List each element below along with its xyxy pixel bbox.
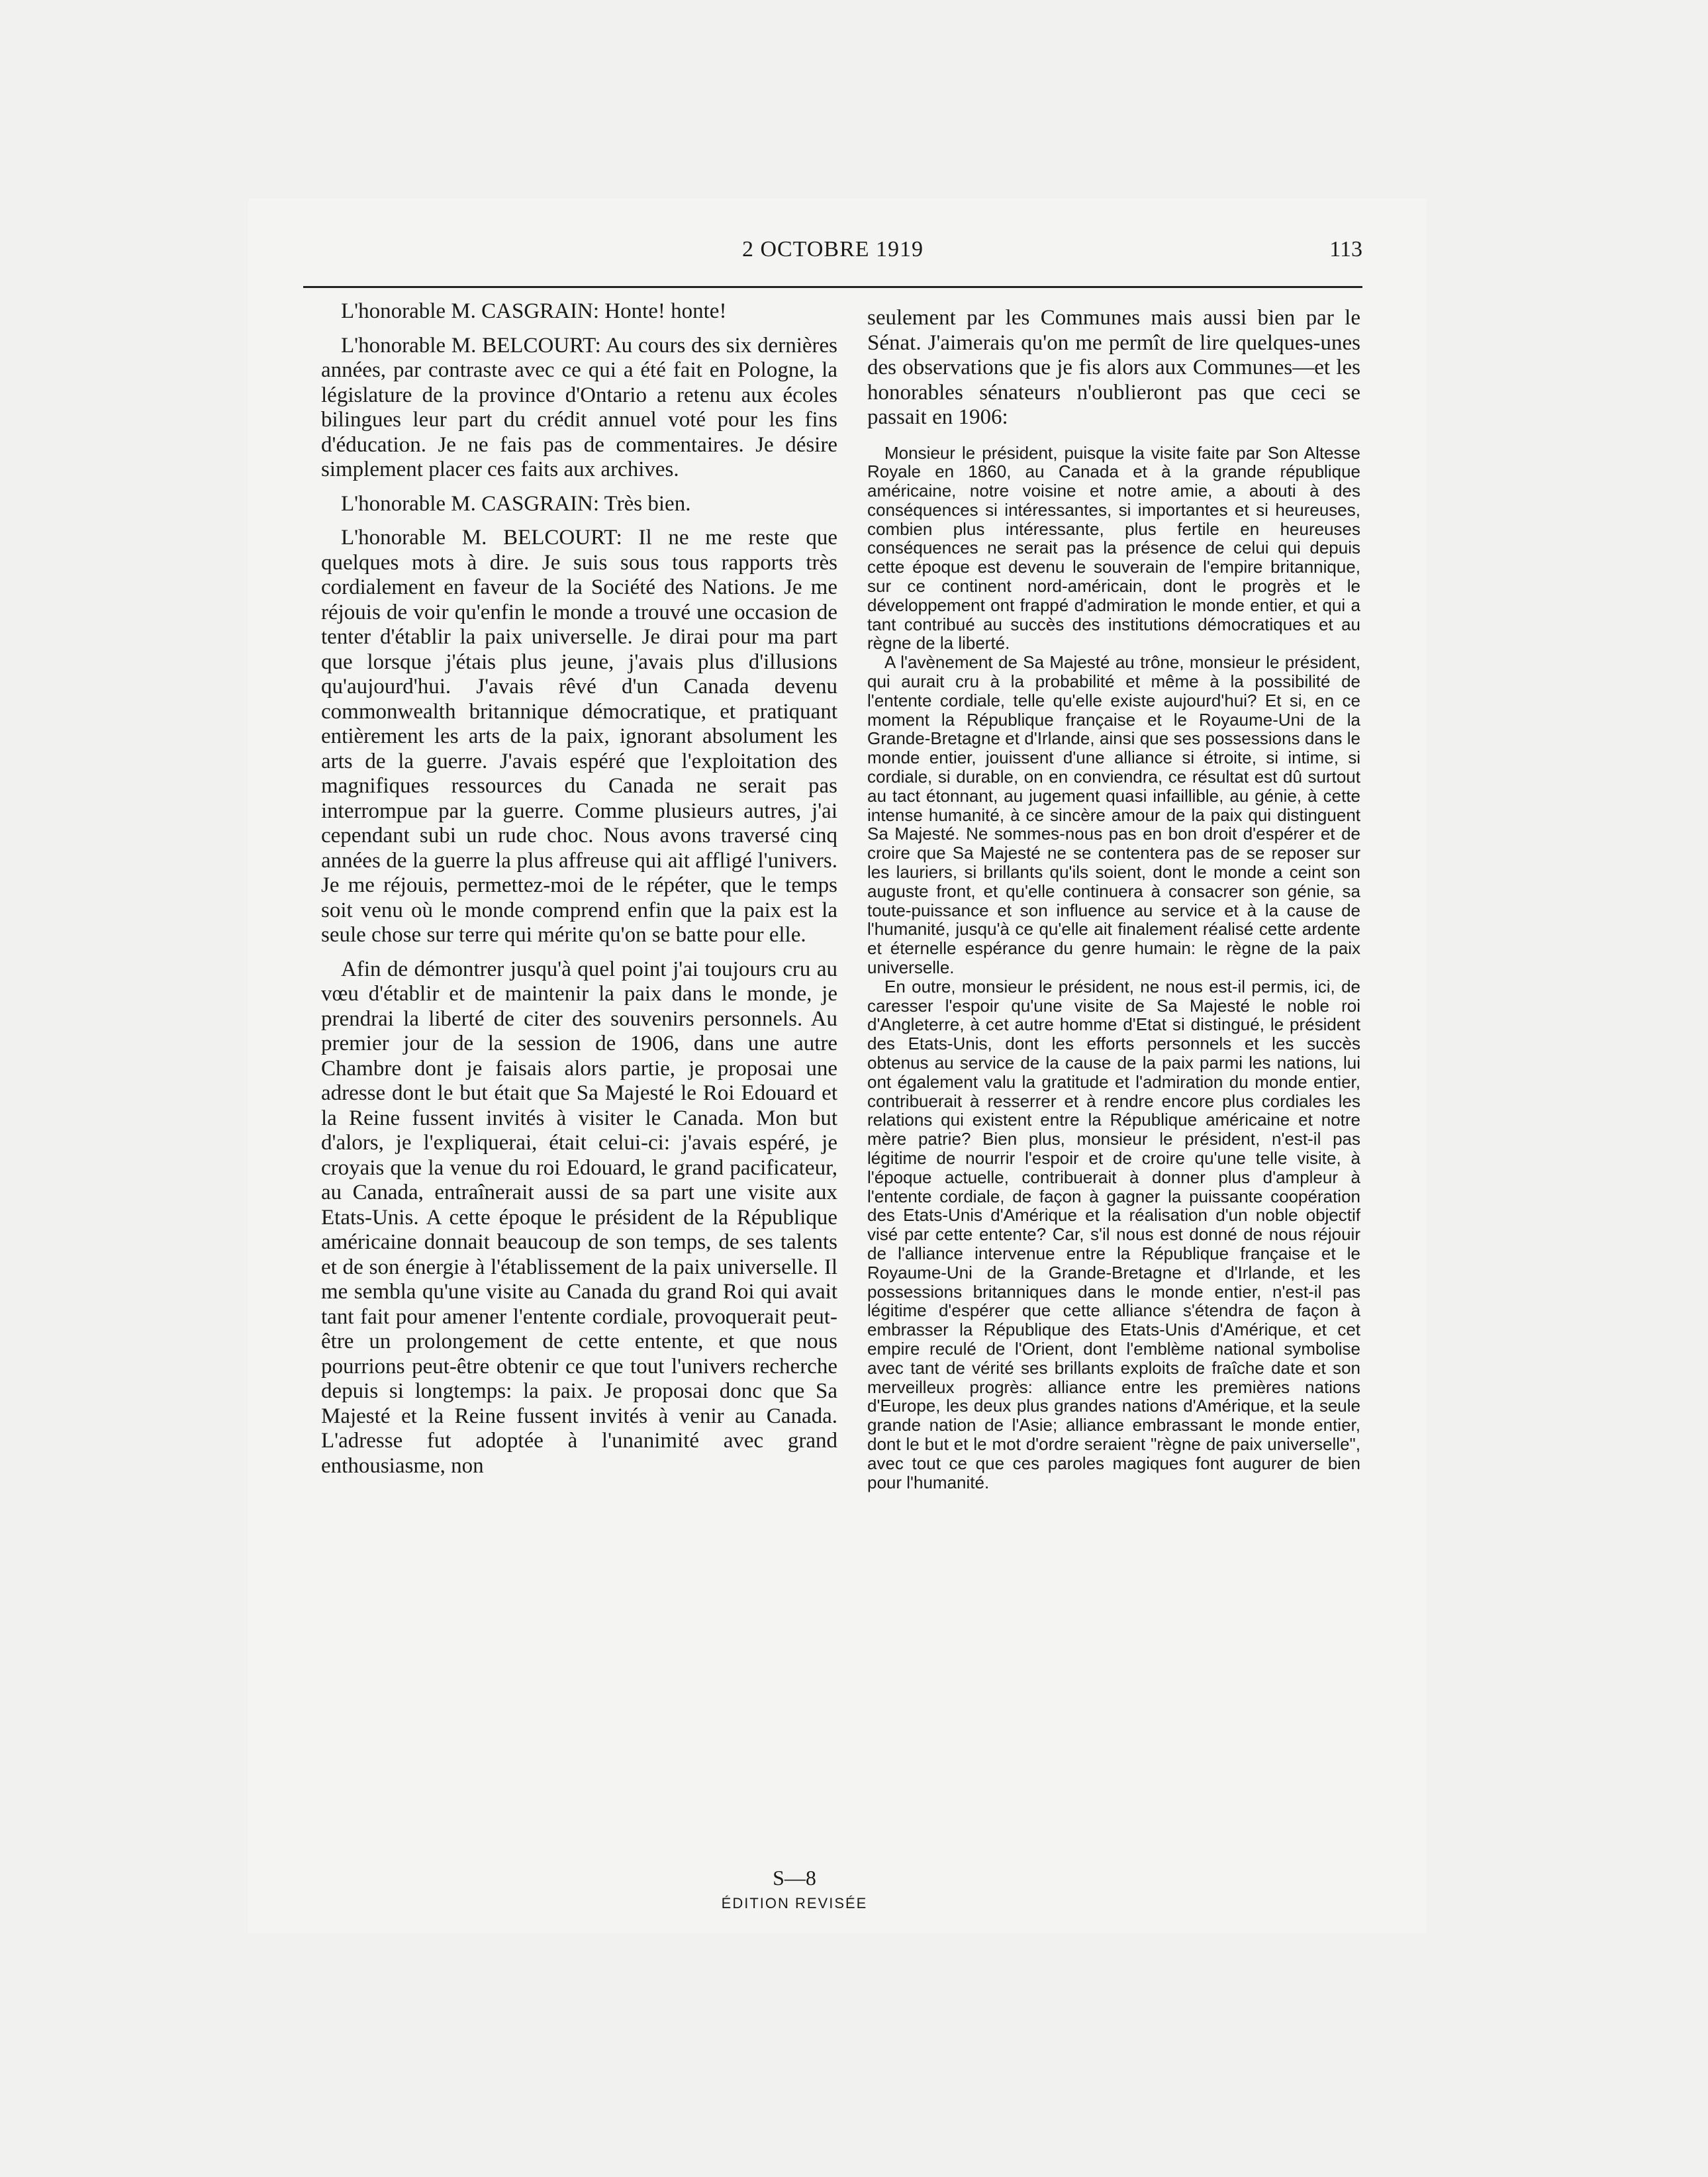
page-number: 113 — [1329, 237, 1362, 262]
quoted-paragraph: A l'avènement de Sa Majesté au trône, monsieur le président, qui aurait cru à la probabilité et même à la possibilité de l'entente cordiale, telle qu'elle existe aujourd'hui? Et si, en ce moment la République française et le Royaume-Uni de la Grande-Bretagne et d'Irlande, ainsi que ses possessions dans le monde entier, jouissent d'une alliance si étroite, si intime, si cordiale, si durable, on en conviendra, ce résultat est dû surtout au tact étonnant, au jugement quasi infaillible, au génie, à cette intense humanité, à ce sincère amour de la paix qui distinguent Sa Majesté. Ne sommes-nous pas en bon droit d'espérer et de croire que Sa Majesté ne se contentera pas de se reposer sur les lauriers, si brillants qu'ils soient, dont le monde a ceint son auguste front, et qu'elle continuera à consacrer son génie, sa toute-puissance et son influence au service et à la cause de l'humanité, jusqu'à ce qu'elle ait finalement réalisé cette ardente et éternelle espérance du genre humain: le règne de la paix universelle. — [867, 652, 1360, 978]
left-column — [321, 299, 837, 1488]
paragraph: L'honorable M. BELCOURT: Au cours des six dernières années, par contraste avec ce qui a été fait en Pologne, la législature de la province d'Ontario a retenu aux écoles bilingues leur part du crédit annuel voté pour les fins d'éducation. Je ne fais pas de commentaires. Je désire simplement placer ces faits aux archives. — [321, 333, 837, 481]
quoted-paragraph: En outre, monsieur le président, ne nous est-il permis, ici, de caresser l'espoir qu'une visite de Sa Majesté le noble roi d'Angleterre, à cet autre homme d'Etat si distingué, le président des Etats-Unis, dont les efforts personnels et les succès obtenus au service de la cause de la paix parmi les nations, lui ont également valu la gratitude et l'admiration du monde entier, contribuerait à resserrer et à rendre encore plus cordiales les relations qui existent entre la République américaine et notre mère patrie? Bien plus, monsieur le président, n'est-il pas légitime de nourrir l'espoir et de croire qu'une telle visite, à l'époque actuelle, contribuerait à donner plus d'ampleur à l'entente cordiale, de façon à gagner la puissante coopération des Etats-Unis d'Amérique et la réalisation d'un noble objectif visé par cette entente? Car, s'il nous est donné de nous réjouir de l'alliance intervenue entre la République française et le Royaume-Uni de la Grande-Bretagne et d'Irlande, et les possessions britanniques dans le monde entier, n'est-il pas légitime d'espérer que cette alliance s'étendra de façon à embrasser la République des Etats-Unis d'Amérique, et cet empire reculé de l'Orient, dont l'emblème national symbolise avec tant de vérité ses brillants exploits de fraîche date et son merveilleux progrès: alliance entre les premières nations d'Europe, les deux plus grandes nations d'Amérique, et la seule grande nation de l'Asie; alliance embrassant le monde entier, dont le but et le mot d'ordre seraient "règne de paix universelle", avec tout ce que ces paroles magiques font augurer de bien pour l'humanité. — [867, 976, 1360, 1492]
right-column — [867, 306, 1360, 1492]
quoted-paragraph: Monsieur le président, puisque la visite faite par Son Altesse Royale en 1860, au Canada et à la grande république américaine, notre voisine et notre amie, a abouti à des conséquences si intéressantes, si importantes et si heureuses, combien plus intéressante, plus fertile en heureuses conséquences ne serait pas la présence de celui qui depuis cette époque est devenu le souverain de l'empire britannique, sur ce continent nord-américain, dont le progrès et le développement ont frappé d'admiration le monde entier, et qui a tant contribué au succès des institutions démocratiques et au règne de la liberté. — [867, 442, 1360, 653]
page-header — [303, 233, 1362, 273]
edition-label: ÉDITION REVISÉE — [721, 1895, 868, 1911]
paragraph: L'honorable M. BELCOURT: Il ne me reste que quelques mots à dire. Je suis sous tous rapports très cordialement en faveur de la Société des Nations. Je me réjouis de voir qu'enfin le monde a trouvé une occasion de tenter d'établir la paix universelle. Je dirai pour ma part que lorsque j'étais plus jeune, j'avais plus d'illusions qu'aujourd'hui. J'avais rêvé d'un Canada devenu commonwealth britannique démocratique, et pratiquant entièrement les arts de la paix, ignorant absolument les arts de la guerre. J'avais espéré que l'exploitation des magnifiques ressources du Canada ne serait pas interrompue par la guerre. Comme plusieurs autres, j'ai cependant subi un rude choc. Nous avons traversé cinq années de la guerre la plus affreuse qui ait affligé l'univers. Je me réjouis, permettez-moi de le répéter, que le temps soit venu où le monde comprend enfin que la paix est la seule chose sur terre qui mérite qu'on se batte pour elle. — [321, 526, 837, 947]
header-date: 2 OCTOBRE 1919 — [741, 237, 924, 262]
paragraph: seulement par les Communes mais aussi bien par le Sénat. J'aimerais qu'on me permît de lire quelques-unes des observations que je fis alors aux Communes—et les honorables sénateurs n'oublieront pas que ceci se passait en 1906: — [867, 306, 1360, 429]
paragraph: L'honorable M. CASGRAIN: Honte! honte! — [341, 299, 727, 323]
paragraph: Afin de démontrer jusqu'à quel point j'ai toujours cru au vœu d'établir et de maintenir la paix dans le monde, je prendrai la liberté de citer des souvenirs personnels. Au premier jour de la session de 1906, dans une autre Chambre dont je faisais alors partie, je proposai une adresse dont le but était que Sa Majesté le Roi Edouard et la Reine fussent invités à visiter le Canada. Mon but d'alors, je l'expliquerai, était celui-ci: j'avais espéré, je croyais que la venue du roi Edouard, le grand pacificateur, au Canada, entraînerait aussi de sa part une visite aux Etats-Unis. A cette époque le président de la République américaine donnait beaucoup de son temps, de ses talents et de son énergie à l'établissement de la paix universelle. Il me sembla qu'une visite au Canada du grand Roi qui avait tant fait pour amener l'entente cordiale, provoquerait peut-être un prolongement de cette entente, et que nous pourrions peut-être obtenir ce que tout l'univers recherche depuis si longtemps: la paix. Je proposai donc que Sa Majesté et la Reine fussent invités à venir au Canada. L'adresse fut adoptée à l'unanimité avec grand enthousiasme, non — [321, 957, 837, 1478]
paragraph: L'honorable M. CASGRAIN: Très bien. — [341, 491, 691, 516]
signature-mark: S—8 — [773, 1866, 816, 1890]
header-rule — [303, 286, 1362, 288]
